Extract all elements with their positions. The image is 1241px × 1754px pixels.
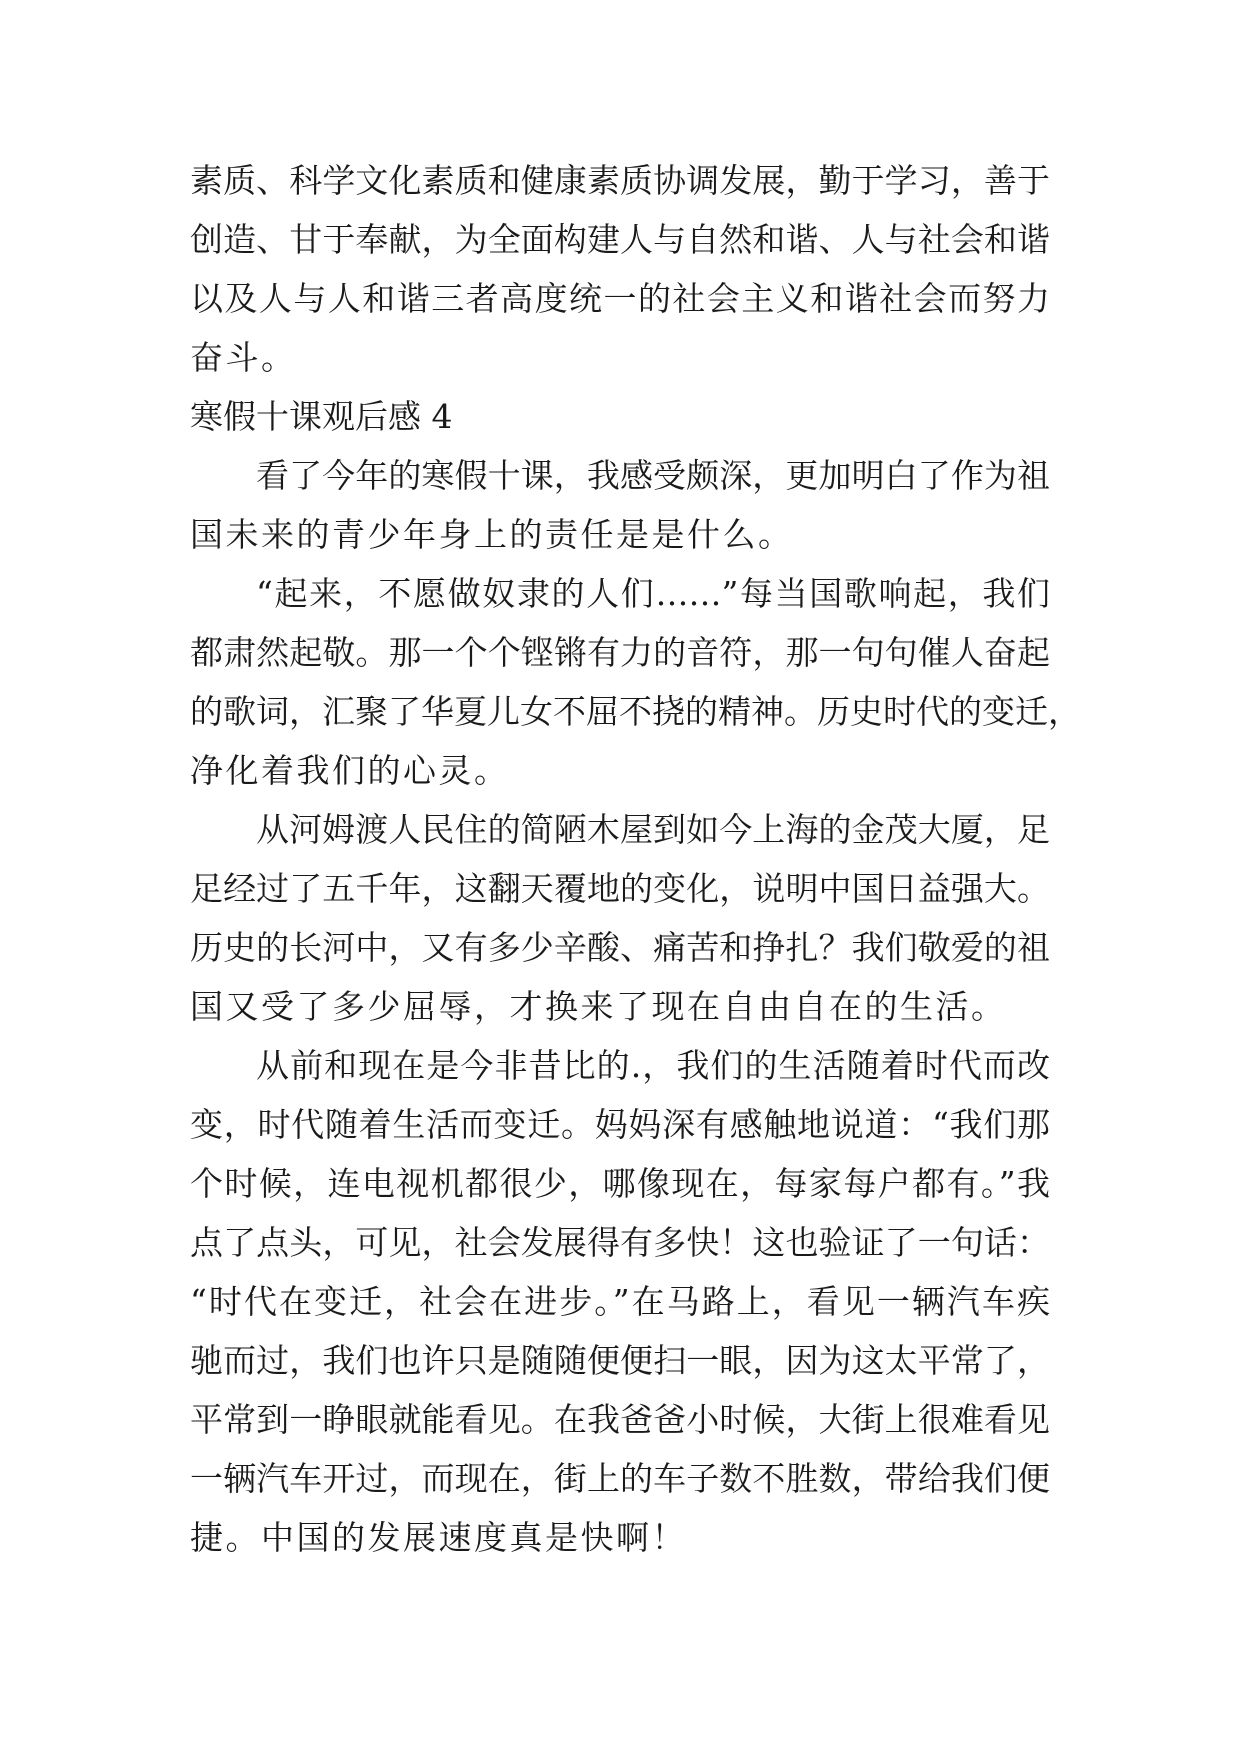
paragraph-line: 历史的长河中，又有多少辛酸、痛苦和挣扎？我们敬爱的祖 [190,928,1050,967]
paragraph-line: 个时候，连电视机都很少，哪像现在，每家每户都有。”我 [190,1164,1050,1203]
paragraph-line: 驰而过，我们也许只是随随便便扫一眼，因为这太平常了， [190,1341,1050,1380]
paragraph-line: 以及人与人和谐三者高度统一的社会主义和谐社会而努力 [190,279,1050,318]
paragraph-line: 平常到一睁眼就能看见。在我爸爸小时候，大街上很难看见 [190,1400,1050,1439]
paragraph-line: 净化着我们的心灵。 [190,751,510,790]
paragraph-line: “起来，不愿做奴隶的人们……”每当国歌响起，我们 [256,574,1050,613]
paragraph-line: “时代在变迁，社会在进步。”在马路上，看见一辆汽车疾 [190,1282,1050,1321]
paragraph-line: 足经过了五千年，这翻天覆地的变化，说明中国日益强大。 [190,869,1050,908]
paragraph-line: 一辆汽车开过，而现在，街上的车子数不胜数，带给我们便 [190,1459,1050,1498]
paragraph-line: 的歌词，汇聚了华夏儿女不屈不挠的精神。历史时代的变迁， [190,692,1081,731]
section-heading: 寒假十课观后感 4 [190,397,453,436]
paragraph-line: 看了今年的寒假十课，我感受颇深，更加明白了作为祖 [256,456,1050,495]
paragraph-line: 国又受了多少屈辱，才换来了现在自由自在的生活。 [190,987,1007,1026]
paragraph-line: 捷。中国的发展速度真是快啊！ [190,1518,687,1557]
paragraph-line: 国未来的青少年身上的责任是是什么。 [190,515,794,554]
paragraph-line: 创造、甘于奉献，为全面构建人与自然和谐、人与社会和谐 [190,220,1050,259]
paragraph-line: 素质、科学文化素质和健康素质协调发展，勤于学习，善于 [190,161,1050,200]
paragraph-line: 点了点头，可见，社会发展得有多快！这也验证了一句话： [190,1223,1050,1262]
paragraph-line: 从前和现在是今非昔比的.，我们的生活随着时代而改 [256,1046,1050,1085]
paragraph-line: 都肃然起敬。那一个个铿锵有力的音符，那一句句催人奋起 [190,633,1050,672]
paragraph-line: 变，时代随着生活而变迁。妈妈深有感触地说道：“我们那 [190,1105,1050,1144]
paragraph-line: 奋斗。 [190,338,297,377]
paragraph-line: 从河姆渡人民住的简陋木屋到如今上海的金茂大厦，足 [256,810,1050,849]
